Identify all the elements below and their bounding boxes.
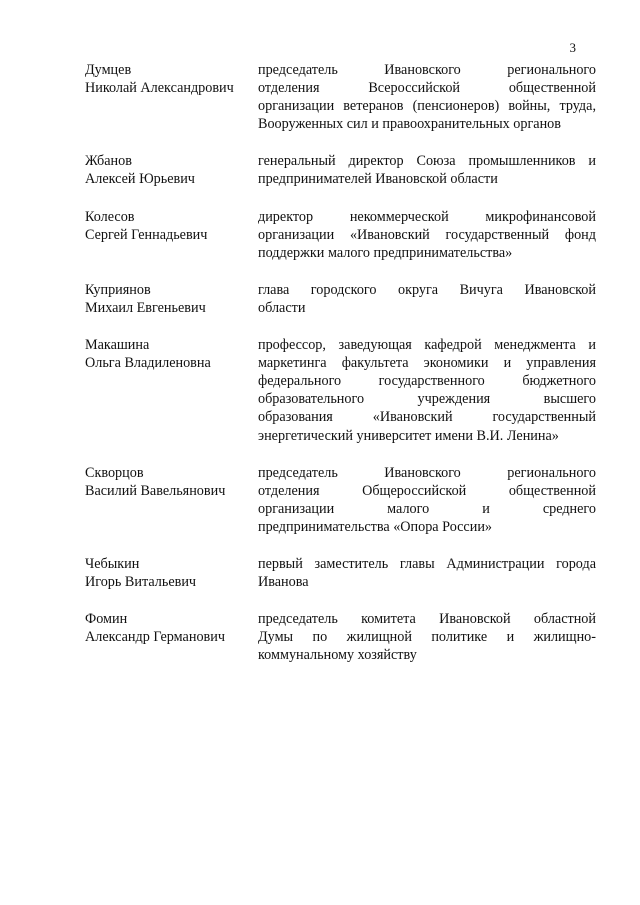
position-line: председатель Ивановского регионального — [258, 464, 596, 481]
member-given-names: Александр Германович — [85, 629, 225, 646]
member-surname: Колесов — [85, 208, 135, 225]
member-position — [258, 555, 596, 591]
member-name — [85, 152, 258, 188]
position-line: Вооруженных сил и правоохранительных органов — [258, 116, 561, 133]
member-entry — [85, 281, 596, 317]
position-line: генеральный директор Союза промышленников и — [258, 153, 596, 170]
member-surname: Чебыкин — [85, 555, 140, 572]
position-line: образования «Ивановский государственный — [258, 409, 596, 426]
member-surname: Куприянов — [85, 281, 151, 298]
position-line: предпринимательства «Опора России» — [258, 518, 493, 535]
member-name — [85, 336, 258, 445]
member-entry — [85, 336, 596, 445]
position-line: федерального государственного бюджетного — [258, 373, 596, 390]
member-entry — [85, 464, 596, 536]
member-given-names: Игорь Витальевич — [85, 574, 197, 591]
position-line: первый заместитель главы Администрации города — [258, 555, 596, 572]
position-line: поддержки малого предпринимательства» — [258, 244, 513, 261]
member-surname: Макашина — [85, 337, 150, 354]
member-given-names: Василий Вавельянович — [85, 482, 226, 499]
position-line: энергетический университет имени В.И. Ленина» — [258, 427, 559, 444]
member-entry — [85, 152, 596, 188]
members-list — [85, 61, 596, 683]
position-line: организации «Ивановский государственный фонд — [258, 226, 596, 243]
member-name — [85, 464, 258, 536]
position-line: Иванова — [258, 574, 309, 591]
member-name — [85, 555, 258, 591]
member-given-names: Николай Александрович — [85, 80, 234, 97]
member-entry — [85, 61, 596, 133]
member-position — [258, 152, 596, 188]
member-entry — [85, 610, 596, 664]
position-line: образовательного учреждения высшего — [258, 391, 596, 408]
position-line: глава городского округа Вичуга Ивановской — [258, 281, 596, 298]
position-line: профессор, заведующая кафедрой менеджмента и — [258, 337, 596, 354]
member-position — [258, 61, 596, 133]
page-number: 3 — [569, 40, 576, 55]
position-line: коммунальному хозяйству — [258, 647, 417, 664]
member-name — [85, 281, 258, 317]
member-name — [85, 61, 258, 133]
member-surname: Жбанов — [85, 153, 132, 170]
member-entry — [85, 555, 596, 591]
position-line: предпринимателей Ивановской области — [258, 171, 498, 188]
member-given-names: Михаил Евгеньевич — [85, 299, 206, 316]
member-surname: Фомин — [85, 611, 128, 628]
position-line: отделения Всероссийской общественной — [258, 80, 596, 97]
position-line: Думы по жилищной политике и жилищно- — [258, 629, 596, 646]
member-name — [85, 208, 258, 262]
member-given-names: Алексей Юрьевич — [85, 171, 195, 188]
position-line: директор некоммерческой микрофинансовой — [258, 208, 596, 225]
member-position — [258, 281, 596, 317]
position-line: области — [258, 299, 306, 316]
member-position — [258, 336, 596, 445]
position-line: отделения Общероссийской общественной — [258, 482, 596, 499]
position-line: председатель комитета Ивановской областной — [258, 611, 596, 628]
member-surname: Думцев — [85, 62, 132, 78]
position-line: маркетинга факультета экономики и управления — [258, 355, 596, 372]
member-name — [85, 610, 258, 664]
position-line: организации малого и среднего — [258, 500, 596, 517]
member-position — [258, 464, 596, 536]
member-given-names: Сергей Геннадьевич — [85, 226, 208, 243]
member-position — [258, 610, 596, 664]
member-surname: Скворцов — [85, 464, 144, 481]
member-entry — [85, 208, 596, 262]
position-line: председатель Ивановского регионального — [258, 62, 596, 78]
position-line: организации ветеранов (пенсионеров) войны, труда, — [258, 98, 596, 115]
member-position — [258, 208, 596, 262]
member-given-names: Ольга Владиленовна — [85, 355, 211, 372]
